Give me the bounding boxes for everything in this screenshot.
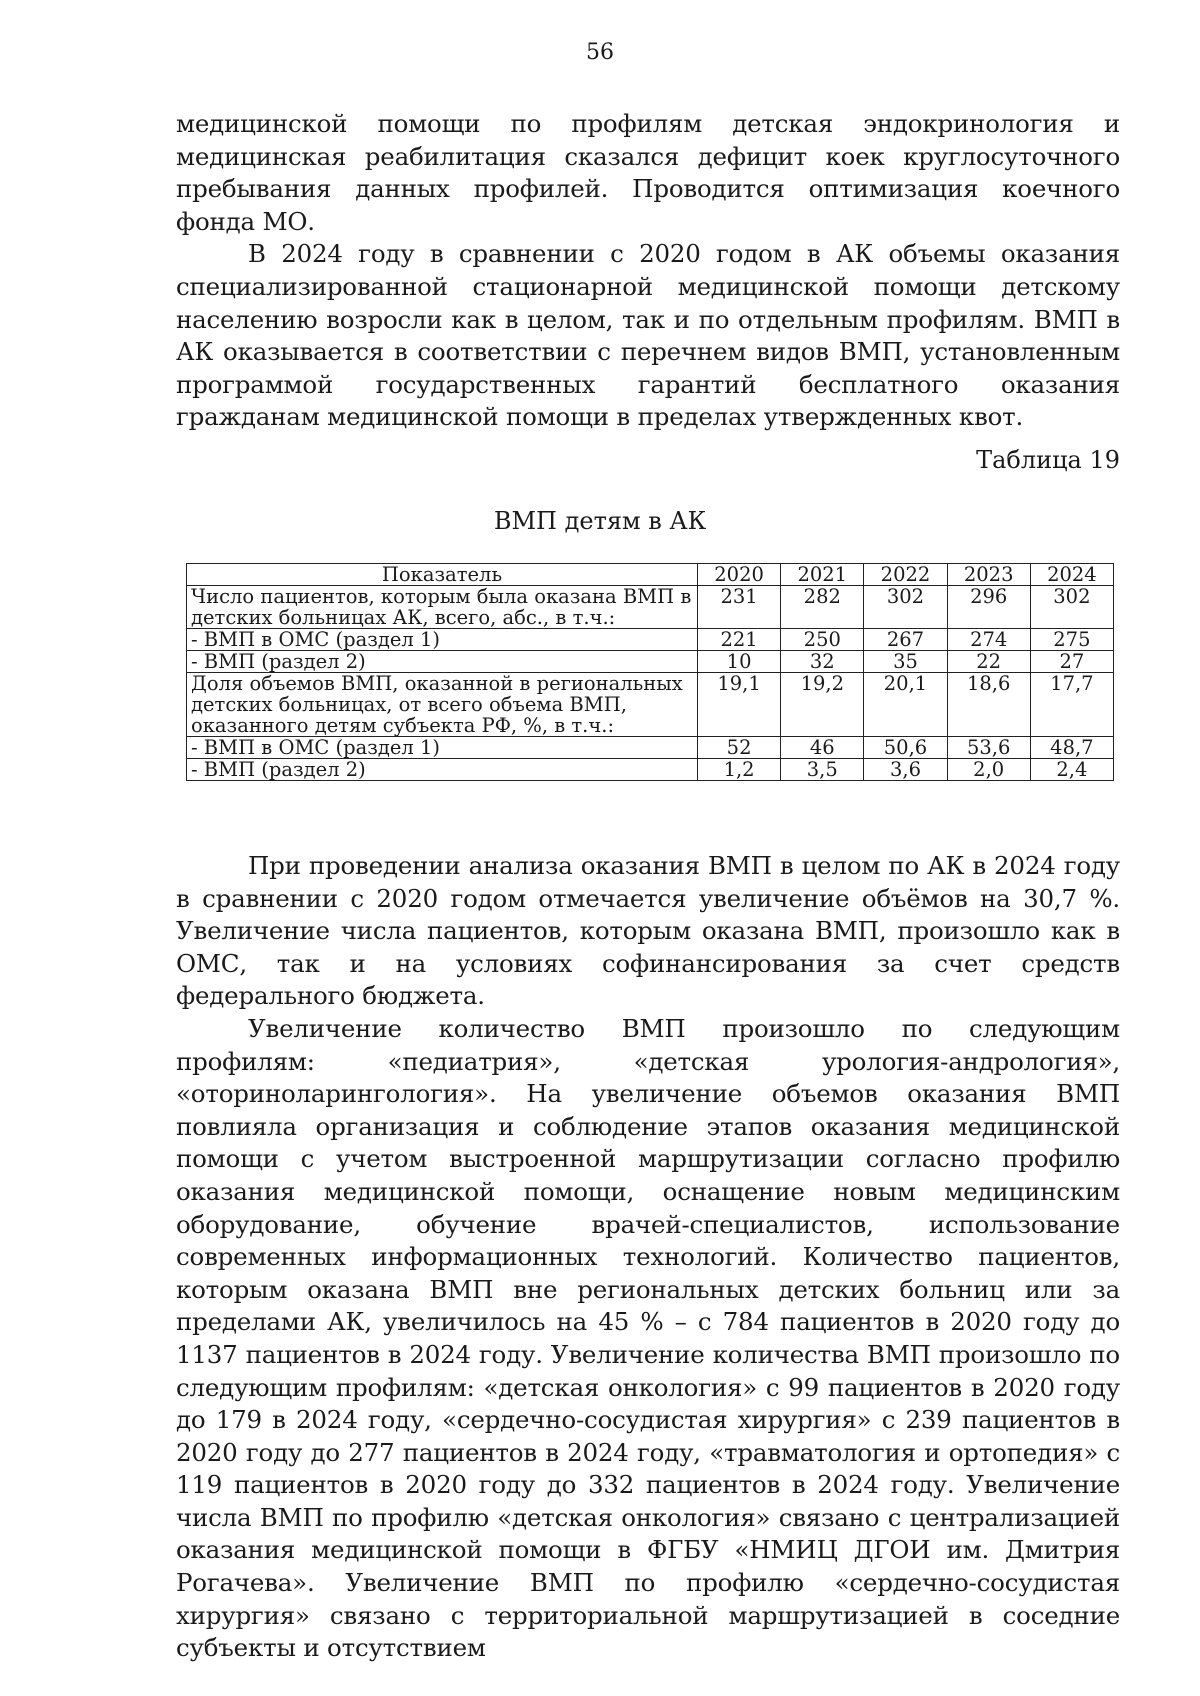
- table-row: [187, 759, 1114, 781]
- intro-text: [176, 108, 1120, 434]
- cell-value: 282: [781, 586, 864, 629]
- cell-value: 19,1: [697, 673, 780, 737]
- cell-value: 275: [1030, 629, 1113, 651]
- table-header-row: [187, 564, 1114, 586]
- row-label: - ВМП в ОМС (раздел 1): [187, 737, 698, 759]
- row-label: - ВМП в ОМС (раздел 1): [187, 629, 698, 651]
- table-row: [187, 737, 1114, 759]
- cell-value: 231: [697, 586, 780, 629]
- cell-value: 20,1: [864, 673, 947, 737]
- row-label: Число пациентов, которым была оказана ВМП в детских больницах АК, всего, абс., в т.ч.:: [187, 586, 698, 629]
- cell-value: 19,2: [781, 673, 864, 737]
- cell-value: 48,7: [1030, 737, 1113, 759]
- cell-value: 302: [1030, 586, 1113, 629]
- paragraph-vmp-intro: В 2024 году в сравнении с 2020 годом в АК объемы оказания специализированной стационарной медицинской помощи детскому населению возросли как в целом, так и по отдельным профилям. ВМП в АК оказывается в соответствии с перечнем видов ВМП, установленным программой государственных гарантий бесплатного оказания гражданам медицинской помощи в пределах утвержденных квот.: [176, 239, 1120, 432]
- cell-value: 18,6: [947, 673, 1030, 737]
- header-year: 2021: [781, 564, 864, 586]
- body-text: [176, 850, 1120, 1665]
- cell-value: 274: [947, 629, 1030, 651]
- row-label: Доля объемов ВМП, оказанной в региональных детских больницах, от всего объема ВМП, оказанного детям субъекта РФ, %, в т.ч.:: [187, 673, 698, 737]
- paragraph-profiles: Увеличение количество ВМП произошло по следующим профилям: «педиатрия», «детская урология-андрология», «оториноларингология». На увеличение объемов оказания ВМП повлияла организация и соблюдение этапов оказания медицинской помощи с учетом выстроенной маршрутизации согласно профилю оказания медицинской помощи, оснащение новым медицинским оборудование, обучение врачей-специалистов, использование современных информационных технологий. Количество пациентов, которым оказана ВМП вне региональных детских больниц или за пределами АК, увеличилось на 45 % – с 784 пациентов в 2020 году до 1137 пациентов в 2024 году. Увеличение количества ВМП произошло по следующим профилям: «детская онкология» с 99 пациентов в 2020 году до 179 в 2024 году, «сердечно-сосудистая хирургия» с 239 пациентов в 2020 году до 277 пациентов в 2024 году, «травматология и ортопедия» с 119 пациентов в 2020 году до 332 пациентов в 2024 году. Увеличение числа ВМП по профилю «детская онкология» связано с централизацией оказания медицинской помощи в ФГБУ «НМИЦ ДГОИ им. Дмитрия Рогачева». Увеличение ВМП по профилю «сердечно-сосудистая хирургия» связано с территориальной маршрутизацией в соседние субъекты и отсутствием: [176, 1013, 1120, 1663]
- cell-value: 50,6: [864, 737, 947, 759]
- cell-value: 2,0: [947, 759, 1030, 781]
- row-label: - ВМП (раздел 2): [187, 759, 698, 781]
- cell-value: 53,6: [947, 737, 1030, 759]
- cell-value: 35: [864, 651, 947, 673]
- cell-value: 3,5: [781, 759, 864, 781]
- header-year: 2024: [1030, 564, 1113, 586]
- cell-value: 3,6: [864, 759, 947, 781]
- paragraph-analysis: При проведении анализа оказания ВМП в целом по АК в 2024 году в сравнении с 2020 годом отмечается увеличение объёмов на 30,7 %. Увеличение числа пациентов, которым оказана ВМП, произошло как в ОМС, так и на условиях софинансирования за счет средств федерального бюджета.: [176, 851, 1120, 1011]
- table-row: [187, 586, 1114, 629]
- table-row: [187, 651, 1114, 673]
- cell-value: 250: [781, 629, 864, 651]
- header-year: 2020: [697, 564, 780, 586]
- page-number: 56: [586, 40, 614, 65]
- cell-value: 17,7: [1030, 673, 1113, 737]
- cell-value: 27: [1030, 651, 1113, 673]
- cell-value: 52: [697, 737, 780, 759]
- cell-value: 302: [864, 586, 947, 629]
- header-indicator: Показатель: [187, 564, 698, 586]
- header-year: 2023: [947, 564, 1030, 586]
- row-label: - ВМП (раздел 2): [187, 651, 698, 673]
- cell-value: 46: [781, 737, 864, 759]
- vmp-table: [186, 563, 1114, 781]
- cell-value: 10: [697, 651, 780, 673]
- cell-value: 1,2: [697, 759, 780, 781]
- table-row: [187, 629, 1114, 651]
- cell-value: 22: [947, 651, 1030, 673]
- cell-value: 267: [864, 629, 947, 651]
- table-label: Таблица 19: [976, 446, 1120, 474]
- cell-value: 32: [781, 651, 864, 673]
- table-row: [187, 673, 1114, 737]
- paragraph-continuation: медицинской помощи по профилям детская эндокринология и медицинская реабилитация сказался дефицит коек круглосуточного пребывания данных профилей. Проводится оптимизация коечного фонда МО.: [176, 109, 1120, 236]
- header-year: 2022: [864, 564, 947, 586]
- table-title: ВМП детям в АК: [493, 507, 707, 535]
- cell-value: 221: [697, 629, 780, 651]
- cell-value: 2,4: [1030, 759, 1113, 781]
- cell-value: 296: [947, 586, 1030, 629]
